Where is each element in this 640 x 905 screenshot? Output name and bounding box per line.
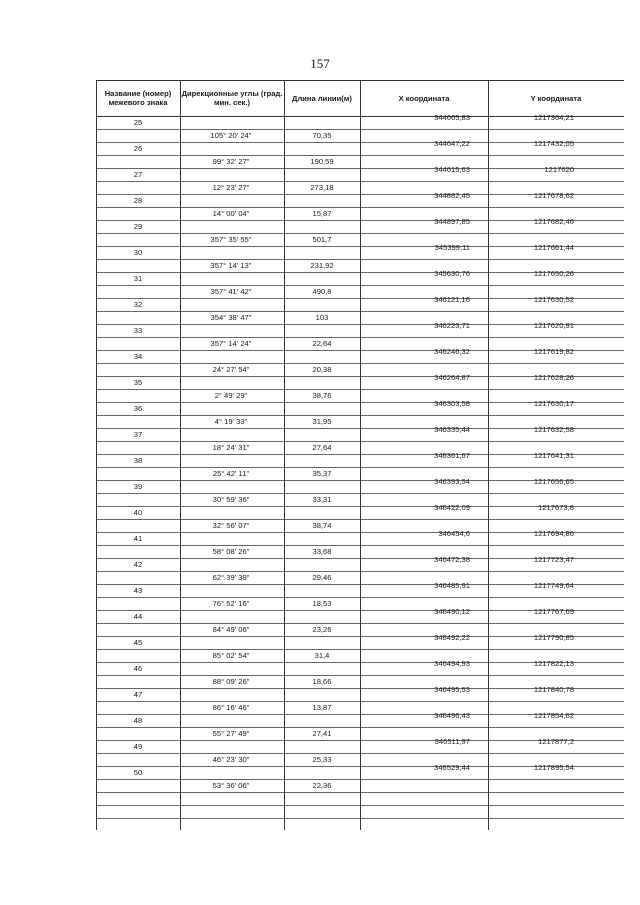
line-length: 20,38 <box>312 365 332 374</box>
line-length: 25,33 <box>312 755 332 764</box>
directional-angle: 354° 38' 47" <box>210 313 252 322</box>
line-length: 35,37 <box>312 469 332 478</box>
boundary-mark-name: 31 <box>133 274 143 283</box>
y-coordinate: 1217723,47 <box>533 555 574 564</box>
x-coordinate: 346264,87 <box>434 373 470 382</box>
y-coordinate: 1217790,85 <box>533 633 574 642</box>
directional-angle: 32° 56' 07" <box>212 521 250 530</box>
y-coordinate: 1217767,69 <box>533 607 574 616</box>
line-length: 29,46 <box>312 573 332 582</box>
y-coordinate: 1217364,21 <box>533 113 574 122</box>
y-coordinate: 1217749,64 <box>533 581 574 590</box>
boundary-mark-name: 40 <box>133 508 143 517</box>
boundary-mark-name: 29 <box>133 222 143 231</box>
directional-angle: 84° 49' 06" <box>212 625 250 634</box>
boundary-mark-name: 37 <box>133 430 143 439</box>
boundary-mark-name: 35 <box>133 378 143 387</box>
line-length: 38,74 <box>312 521 332 530</box>
boundary-mark-name: 46 <box>133 664 143 673</box>
header-length: Длина линии(м) <box>292 93 352 103</box>
x-coordinate: 344615,63 <box>434 165 470 174</box>
x-coordinate: 346494,93 <box>434 659 470 668</box>
x-coordinate: 346361,67 <box>434 451 470 460</box>
y-coordinate: 1217630,17 <box>533 399 574 408</box>
directional-angle: 357° 14' 24" <box>210 339 252 348</box>
directional-angle: 4° 19' 33" <box>214 417 248 426</box>
y-coordinate: 1217620,91 <box>533 321 574 330</box>
y-coordinate: 1217432,05 <box>533 139 574 148</box>
line-length: 70,35 <box>312 131 332 140</box>
x-coordinate: 346335,44 <box>434 425 470 434</box>
line-length: 23,26 <box>312 625 332 634</box>
x-coordinate: 346422,09 <box>434 503 470 512</box>
line-length: 18,53 <box>312 599 332 608</box>
x-coordinate: 344897,85 <box>434 217 470 226</box>
header-y: Y координата <box>530 93 582 103</box>
x-coordinate: 346529,44 <box>434 763 470 772</box>
y-coordinate: 1217619,82 <box>533 347 574 356</box>
x-coordinate: 344665,83 <box>434 113 470 122</box>
line-length: 22,64 <box>312 339 332 348</box>
directional-angle: 12° 23' 27" <box>212 183 250 192</box>
y-coordinate: 1217673,8 <box>538 503 574 512</box>
header-name: Название (номер) межевого знака <box>104 89 172 107</box>
boundary-mark-name: 36 <box>133 404 143 413</box>
y-coordinate: 1217895,54 <box>533 763 574 772</box>
header-x: X координата <box>398 93 450 103</box>
line-length: 15,87 <box>312 209 332 218</box>
line-length: 31,4 <box>314 651 330 660</box>
boundary-mark-name: 32 <box>133 300 143 309</box>
x-coordinate: 346393,54 <box>434 477 470 486</box>
line-length: 103 <box>315 313 329 322</box>
boundary-mark-name: 50 <box>133 768 143 777</box>
boundary-mark-name: 47 <box>133 690 143 699</box>
line-length: 490,8 <box>312 287 332 296</box>
directional-angle: 18° 24' 31" <box>212 443 250 452</box>
x-coordinate: 346472,38 <box>434 555 470 564</box>
boundary-mark-name: 39 <box>133 482 143 491</box>
coordinates-table <box>96 80 624 830</box>
y-coordinate: 1217620 <box>544 165 574 174</box>
x-coordinate: 346223,71 <box>434 321 470 330</box>
x-coordinate: 346485,91 <box>434 581 470 590</box>
directional-angle: 357° 35' 55" <box>210 235 252 244</box>
y-coordinate: 1217854,62 <box>533 711 574 720</box>
y-coordinate: 1217656,65 <box>533 477 574 486</box>
y-coordinate: 1217632,58 <box>533 425 574 434</box>
boundary-mark-name: 25 <box>133 118 143 127</box>
directional-angle: 357° 41' 42" <box>210 287 252 296</box>
x-coordinate: 346246,32 <box>434 347 470 356</box>
boundary-mark-name: 34 <box>133 352 143 361</box>
x-coordinate: 346303,58 <box>434 399 470 408</box>
x-coordinate: 344647,22 <box>434 139 470 148</box>
x-coordinate: 346511,97 <box>434 737 470 746</box>
y-coordinate: 1217678,62 <box>533 191 574 200</box>
x-coordinate: 346454,6 <box>438 529 470 538</box>
boundary-mark-name: 30 <box>133 248 143 257</box>
line-length: 13,87 <box>312 703 332 712</box>
directional-angle: 99° 32' 27" <box>212 157 250 166</box>
line-length: 31,95 <box>312 417 332 426</box>
boundary-mark-name: 45 <box>133 638 143 647</box>
x-coordinate: 345630,76 <box>434 269 470 278</box>
line-length: 33,68 <box>312 547 332 556</box>
x-coordinate: 346490,12 <box>434 607 470 616</box>
boundary-mark-name: 26 <box>133 144 143 153</box>
line-length: 27,41 <box>312 729 332 738</box>
directional-angle: 2° 49' 29" <box>214 391 248 400</box>
y-coordinate: 1217641,31 <box>533 451 574 460</box>
line-length: 501,7 <box>312 235 332 244</box>
x-coordinate: 346492,22 <box>434 633 470 642</box>
directional-angle: 14° 00' 04" <box>212 209 250 218</box>
y-coordinate: 1217661,44 <box>533 243 574 252</box>
directional-angle: 76° 52' 16" <box>212 599 250 608</box>
directional-angle: 55° 27' 49" <box>212 729 250 738</box>
directional-angle: 85° 02' 54" <box>212 651 250 660</box>
y-coordinate: 1217840,78 <box>533 685 574 694</box>
boundary-mark-name: 49 <box>133 742 143 751</box>
directional-angle: 105° 20' 24" <box>210 131 252 140</box>
line-length: 273,18 <box>310 183 334 192</box>
y-coordinate: 1217822,13 <box>533 659 574 668</box>
boundary-mark-name: 28 <box>133 196 143 205</box>
directional-angle: 58° 08' 26" <box>212 547 250 556</box>
directional-angle: 30° 59' 36" <box>212 495 250 504</box>
x-coordinate: 346496,43 <box>434 711 470 720</box>
boundary-mark-name: 38 <box>133 456 143 465</box>
boundary-mark-name: 43 <box>133 586 143 595</box>
page-number: 157 <box>310 56 330 71</box>
boundary-mark-name: 41 <box>133 534 143 543</box>
directional-angle: 25° 42' 11" <box>212 469 250 478</box>
x-coordinate: 344882,45 <box>434 191 470 200</box>
y-coordinate: 1217628,26 <box>533 373 574 382</box>
x-coordinate: 345399,11 <box>434 243 470 252</box>
boundary-mark-name: 44 <box>133 612 143 621</box>
line-length: 27,64 <box>312 443 332 452</box>
y-coordinate: 1217630,52 <box>533 295 574 304</box>
line-length: 22,36 <box>312 781 332 790</box>
y-coordinate: 1217682,46 <box>533 217 574 226</box>
y-coordinate: 1217694,86 <box>533 529 574 538</box>
boundary-mark-name: 48 <box>133 716 143 725</box>
header-angle: Дирекционные углы (град. мин. сек.) <box>181 89 283 107</box>
directional-angle: 53° 36' 06" <box>212 781 250 790</box>
y-coordinate: 1217877,2 <box>538 737 574 746</box>
line-length: 33,31 <box>312 495 332 504</box>
boundary-mark-name: 27 <box>133 170 143 179</box>
directional-angle: 86° 16' 46" <box>212 703 250 712</box>
directional-angle: 24° 27' 54" <box>212 365 250 374</box>
line-length: 18,66 <box>312 677 332 686</box>
line-length: 38,76 <box>312 391 332 400</box>
y-coordinate: 1217650,26 <box>533 269 574 278</box>
line-length: 231,92 <box>310 261 334 270</box>
directional-angle: 46° 23' 30" <box>212 755 250 764</box>
x-coordinate: 346121,16 <box>434 295 470 304</box>
directional-angle: 357° 14' 13" <box>210 261 252 270</box>
directional-angle: 62° 39' 39" <box>212 573 250 582</box>
boundary-mark-name: 42 <box>133 560 143 569</box>
line-length: 190,59 <box>310 157 334 166</box>
boundary-mark-name: 33 <box>133 326 143 335</box>
x-coordinate: 346495,53 <box>434 685 470 694</box>
directional-angle: 88° 09' 26" <box>212 677 250 686</box>
